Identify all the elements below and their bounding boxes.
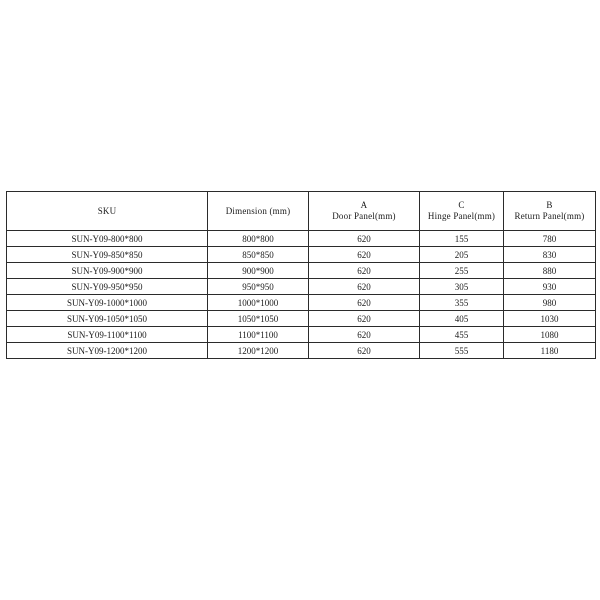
table-row: [7, 263, 596, 279]
cell-sku: SUN-Y09-800*800: [7, 231, 208, 247]
header-hinge-panel-label: Hinge Panel(mm): [427, 211, 496, 221]
specification-table: [6, 191, 596, 359]
header-sku: SKU: [7, 192, 208, 231]
cell-return-panel: 1030: [504, 311, 596, 327]
cell-dimension: 1200*1200: [208, 343, 309, 359]
table-row: [7, 279, 596, 295]
cell-dimension: 1100*1100: [208, 327, 309, 343]
header-return-panel-letter: B: [546, 200, 553, 210]
cell-door-panel: 620: [309, 263, 420, 279]
cell-sku: SUN-Y09-1200*1200: [7, 343, 208, 359]
cell-sku: SUN-Y09-1000*1000: [7, 295, 208, 311]
table-row: [7, 311, 596, 327]
header-hinge-panel-letter: C: [458, 200, 465, 210]
cell-dimension: 1000*1000: [208, 295, 309, 311]
cell-dimension: 950*950: [208, 279, 309, 295]
cell-return-panel: 780: [504, 231, 596, 247]
table-row: [7, 343, 596, 359]
cell-sku: SUN-Y09-900*900: [7, 263, 208, 279]
cell-return-panel: 1080: [504, 327, 596, 343]
cell-door-panel: 620: [309, 247, 420, 263]
cell-return-panel: 980: [504, 295, 596, 311]
header-dimension: Dimension (mm): [208, 192, 309, 231]
cell-hinge-panel: 555: [420, 343, 504, 359]
cell-hinge-panel: 205: [420, 247, 504, 263]
cell-dimension: 1050*1050: [208, 311, 309, 327]
table-row: [7, 247, 596, 263]
header-door-panel: [309, 192, 420, 231]
cell-door-panel: 620: [309, 295, 420, 311]
cell-door-panel: 620: [309, 279, 420, 295]
cell-hinge-panel: 455: [420, 327, 504, 343]
cell-return-panel: 1180: [504, 343, 596, 359]
cell-hinge-panel: 305: [420, 279, 504, 295]
cell-door-panel: 620: [309, 231, 420, 247]
cell-sku: SUN-Y09-950*950: [7, 279, 208, 295]
cell-sku: SUN-Y09-1050*1050: [7, 311, 208, 327]
cell-hinge-panel: 155: [420, 231, 504, 247]
table-row: [7, 295, 596, 311]
cell-sku: SUN-Y09-1100*1100: [7, 327, 208, 343]
header-return-panel: [504, 192, 596, 231]
cell-return-panel: 880: [504, 263, 596, 279]
cell-sku: SUN-Y09-850*850: [7, 247, 208, 263]
cell-return-panel: 930: [504, 279, 596, 295]
header-door-panel-letter: A: [360, 200, 368, 210]
cell-hinge-panel: 355: [420, 295, 504, 311]
table-row: [7, 327, 596, 343]
table-header-row: [7, 192, 596, 231]
header-door-panel-label: Door Panel(mm): [332, 211, 396, 221]
header-return-panel-label: Return Panel(mm): [514, 211, 585, 221]
cell-dimension: 850*850: [208, 247, 309, 263]
cell-dimension: 800*800: [208, 231, 309, 247]
cell-return-panel: 830: [504, 247, 596, 263]
cell-dimension: 900*900: [208, 263, 309, 279]
cell-door-panel: 620: [309, 327, 420, 343]
header-hinge-panel: [420, 192, 504, 231]
cell-hinge-panel: 255: [420, 263, 504, 279]
cell-hinge-panel: 405: [420, 311, 504, 327]
table-row: [7, 231, 596, 247]
cell-door-panel: 620: [309, 343, 420, 359]
cell-door-panel: 620: [309, 311, 420, 327]
